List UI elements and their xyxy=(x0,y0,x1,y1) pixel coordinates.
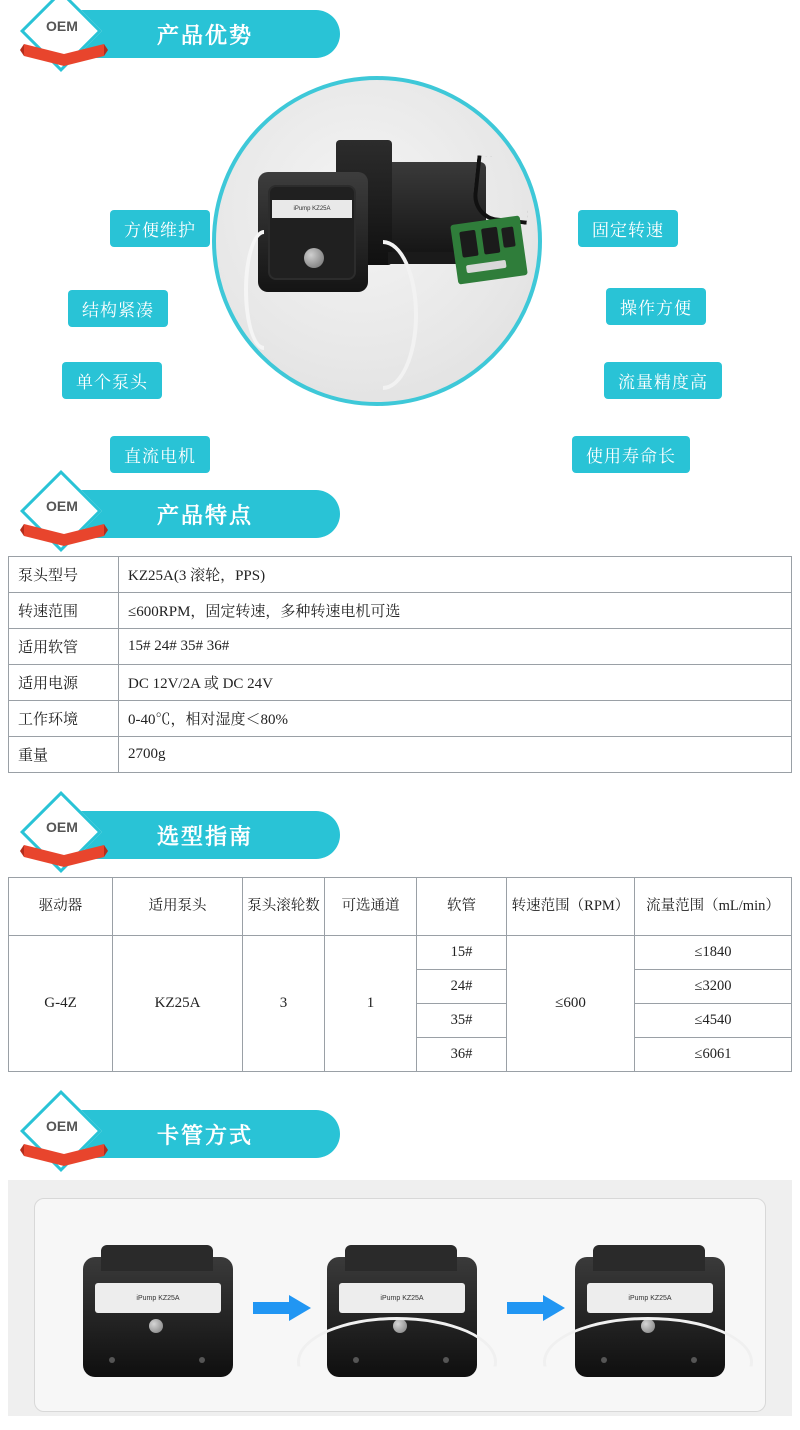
oem-label: OEM xyxy=(46,498,78,514)
spec-value: DC 12V/2A 或 DC 24V xyxy=(119,665,792,701)
oem-badge xyxy=(18,803,110,871)
col-speed-range: 转速范围（RPM） xyxy=(507,878,635,936)
table-header-row xyxy=(9,878,792,936)
table-row xyxy=(9,665,792,701)
oem-badge xyxy=(18,482,110,550)
oem-label: OEM xyxy=(46,18,78,34)
speed-controller-board xyxy=(450,215,528,284)
cell-speed-range: ≤600 xyxy=(507,936,635,1072)
section-title-selection: 选型指南 xyxy=(70,811,340,859)
advantage-tag-left-2: 结构紧凑 xyxy=(68,290,168,327)
cell-channels: 1 xyxy=(325,936,417,1072)
cell-rollers: 3 xyxy=(243,936,325,1072)
spec-value: 0-40℃，相对湿度＜80% xyxy=(119,701,792,737)
advantage-tag-right-3: 流量精度高 xyxy=(604,362,722,399)
page-footer xyxy=(0,1416,800,1430)
table-row xyxy=(9,593,792,629)
advantage-tag-right-2: 操作方便 xyxy=(606,288,706,325)
spec-value: KZ25A(3 滚轮，PPS) xyxy=(119,557,792,593)
oem-label: OEM xyxy=(46,819,78,835)
advantages-block xyxy=(0,68,800,466)
col-flow-range: 流量范围（mL/min） xyxy=(635,878,792,936)
pump-nameplate: iPump KZ25A xyxy=(339,1283,465,1313)
section-title-advantages: 产品优势 xyxy=(70,10,340,58)
tubing-installation-strip xyxy=(8,1180,792,1430)
power-cable xyxy=(471,155,533,225)
spec-value: 2700g xyxy=(119,737,792,773)
section-header-features xyxy=(10,480,800,552)
spec-key: 工作环境 xyxy=(9,701,119,737)
cell-flow: ≤1840 xyxy=(635,936,792,970)
product-photo-circle xyxy=(212,76,542,406)
cell-tube: 15# xyxy=(417,936,507,970)
cell-flow: ≤4540 xyxy=(635,1004,792,1038)
col-pump-head: 适用泵头 xyxy=(113,878,243,936)
specification-table xyxy=(8,556,792,773)
table-row xyxy=(9,701,792,737)
oem-badge xyxy=(18,1102,110,1170)
pump-cover xyxy=(101,1245,213,1271)
arrow-right-icon-1 xyxy=(253,1295,311,1321)
spec-value: 15# 24# 35# 36# xyxy=(119,629,792,665)
spec-key: 重量 xyxy=(9,737,119,773)
pump-nameplate: iPump KZ25A xyxy=(95,1283,221,1313)
advantage-tag-left-1: 方便维护 xyxy=(110,210,210,247)
cell-tube: 35# xyxy=(417,1004,507,1038)
table-row xyxy=(9,737,792,773)
advantage-tag-left-4: 直流电机 xyxy=(110,436,210,473)
pump-cover xyxy=(593,1245,705,1271)
section-header-selection xyxy=(10,801,800,873)
tubing-step-2 xyxy=(297,1317,497,1407)
table-row xyxy=(9,936,792,970)
pump-screw xyxy=(149,1319,163,1333)
col-tube: 软管 xyxy=(417,878,507,936)
ribbon-icon xyxy=(20,522,108,548)
spec-value: ≤600RPM，固定转速，多种转速电机可选 xyxy=(119,593,792,629)
cell-tube: 36# xyxy=(417,1038,507,1072)
advantage-tag-left-3: 单个泵头 xyxy=(62,362,162,399)
oem-badge xyxy=(18,2,110,70)
spec-key: 泵头型号 xyxy=(9,557,119,593)
selection-guide-table xyxy=(8,877,792,1072)
section-title-tubing: 卡管方式 xyxy=(70,1110,340,1158)
advantage-tag-right-4: 使用寿命长 xyxy=(572,436,690,473)
cell-pump-head: KZ25A xyxy=(113,936,243,1072)
pump-nameplate: iPump KZ25A xyxy=(587,1283,713,1313)
table-row xyxy=(9,557,792,593)
pump-head-knob xyxy=(304,248,324,268)
advantage-tag-right-1: 固定转速 xyxy=(578,210,678,247)
oem-label: OEM xyxy=(46,1118,78,1134)
cell-tube: 24# xyxy=(417,970,507,1004)
cell-flow: ≤3200 xyxy=(635,970,792,1004)
pump-foot xyxy=(109,1357,115,1363)
ribbon-icon xyxy=(20,42,108,68)
col-channels: 可选通道 xyxy=(325,878,417,936)
spec-key: 适用电源 xyxy=(9,665,119,701)
col-rollers: 泵头滚轮数 xyxy=(243,878,325,936)
col-driver: 驱动器 xyxy=(9,878,113,936)
pump-foot xyxy=(199,1357,205,1363)
ribbon-icon xyxy=(20,1142,108,1168)
cell-driver: G-4Z xyxy=(9,936,113,1072)
pump-cover xyxy=(345,1245,457,1271)
tubing-step-3 xyxy=(543,1317,753,1407)
pump-step-1 xyxy=(83,1257,233,1377)
ribbon-icon xyxy=(20,843,108,869)
cell-flow: ≤6061 xyxy=(635,1038,792,1072)
section-header-tubing xyxy=(10,1100,800,1172)
section-title-features: 产品特点 xyxy=(70,490,340,538)
strip-panel xyxy=(34,1198,766,1412)
spec-key: 适用软管 xyxy=(9,629,119,665)
section-header-advantages xyxy=(10,0,800,72)
spec-key: 转速范围 xyxy=(9,593,119,629)
arrow-right-icon-2 xyxy=(507,1295,565,1321)
pump-head-label: iPump KZ25A xyxy=(272,200,352,218)
table-row xyxy=(9,629,792,665)
